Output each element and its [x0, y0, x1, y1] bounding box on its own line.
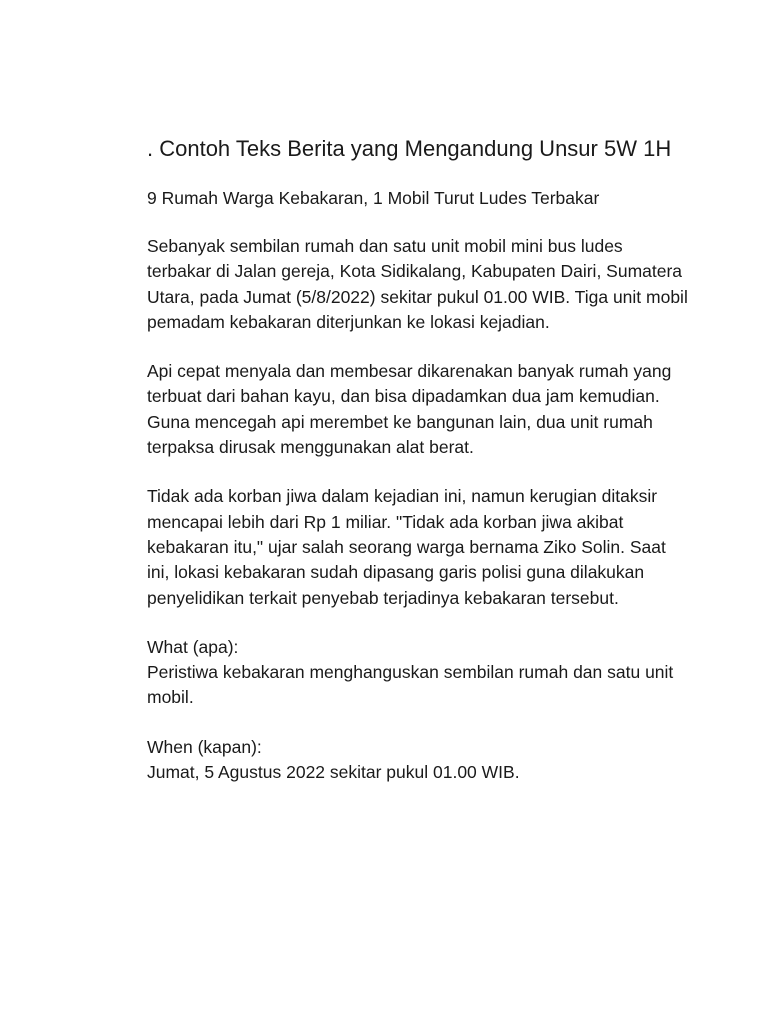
when-value: Jumat, 5 Agustus 2022 sekitar pukul 01.00 WIB. — [147, 762, 520, 783]
when-section — [147, 735, 688, 786]
document-title: . Contoh Teks Berita yang Mengandung Unsur 5W 1H — [147, 136, 672, 161]
news-paragraph-2: Api cepat menyala dan membesar dikarenakan banyak rumah yang terbuat dari bahan kayu, dan bisa dipadamkan dua jam kemudian. Guna mencegah api merembet ke bangunan lain, dua unit rumah terpaksa dirusak menggunakan alat berat. — [147, 361, 672, 458]
what-label: What (apa): — [147, 636, 239, 657]
what-value: Peristiwa kebakaran menghanguskan sembilan rumah dan satu unit mobil. — [147, 662, 674, 708]
what-section — [147, 635, 688, 711]
news-paragraph-3: Tidak ada korban jiwa dalam kejadian ini, namun kerugian ditaksir mencapai lebih dari Rp 1 miliar. "Tidak ada korban jiwa akibat kebakaran itu," ujar salah seorang warga bernama Ziko Solin. Saat ini, lokasi kebakaran sudah dipasang garis polisi guna dilakukan penyelidikan terkait penyebab terjadinya kebakaran tersebut. — [147, 486, 666, 608]
when-label: When (kapan): — [147, 736, 262, 757]
news-headline: 9 Rumah Warga Kebakaran, 1 Mobil Turut Ludes Terbakar — [147, 188, 600, 208]
news-paragraph-1: Sebanyak sembilan rumah dan satu unit mobil mini bus ludes terbakar di Jalan gereja, Kota Sidikalang, Kabupaten Dairi, Sumatera Utara, pada Jumat (5/8/2022) sekitar pukul 01.00 WIB. Tiga unit mobil pemadam kebakaran diterjunkan ke lokasi kejadian. — [147, 236, 688, 332]
